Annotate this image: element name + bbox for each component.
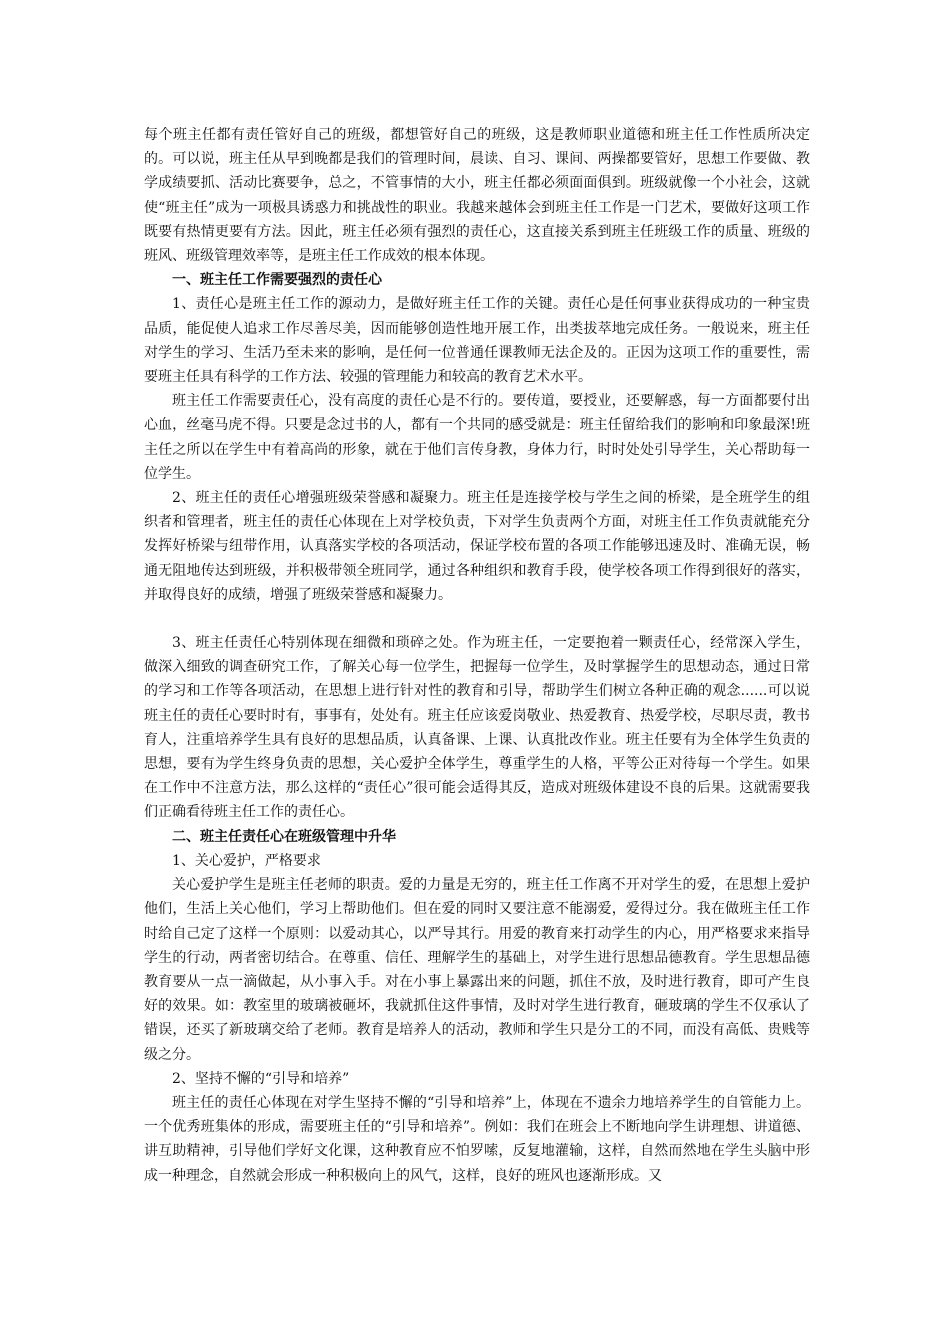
section-heading-1: 一、班主任工作需要强烈的责任心 bbox=[172, 272, 382, 289]
intro-paragraph: 每个班主任都有责任管好自己的班级，都想管好自己的班级，这是教师职业道德和班主任工作性质所决定的。可以说，班主任从早到晚都是我们的管理时间，晨读、自习、课间、两操都要管好，思想工作要做、教学成绩要抓、活动比赛要争，总之，不管事情的大小，班主任都必须面面俱到。班级就像一个小社会，这就使“班主任”成为一项极具诱惑力和挑战性的职业。我越来越体会到班主任工作是一门艺术，要做好这项工作既要有热情更要有方法。因此，班主任必须有强烈的责任心，这直接关系到班主任班级工作的质量、班级的班风、班级管理效率等，是班主任工作成效的根本体现。 bbox=[144, 127, 810, 265]
section-heading-2: 二、班主任责任心在班级管理中升华 bbox=[172, 828, 396, 845]
paragraph: 班主任的责任心体现在对学生坚持不懈的“引导和培养”上，体现在不遗余力地培养学生的自管能力上。一个优秀班集体的形成，需要班主任的“引导和培养”。例如：我们在班会上不断地向学生讲理想、讲道德、讲互助精神，引导他们学好文化课，这种教育应不怕罗嗦，反复地灌输，这样，自然而然地在学生头脑中形成一种理念，自然就会形成一种积极向上的风气，这样，良好的班风也逐渐形成。又 bbox=[144, 1094, 810, 1184]
paragraph: 3、班主任责任心特别体现在细微和琐碎之处。作为班主任，一定要抱着一颗责任心，经常深入学生，做深入细致的调查研究工作，了解关心每一位学生，把握每一位学生，及时掌握学生的思想动态，通过日常的学习和工作等各项活动，在思想上进行针对性的教育和引导，帮助学生们树立各种正确的观念......可以说班主任的责任心要时时有，事事有，处处有。班主任应该爱岗敬业、热爱教育、热爱学校，尽职尽责，教书育人，注重培养学生具有良好的思想品质，认真备课、上课、认真批改作业。班主任要有为全体学生负责的思想，要有为学生终身负责的思想，关心爱护全体学生，尊重学生的人格，平等公正对待每一个学生。如果在工作中不注意方法，那么这样的“责任心”很可能会适得其反，造成对班级体建设不良的后果。这就需要我们正确看待班主任工作的责任心。 bbox=[144, 635, 810, 821]
subheading: 2、坚持不懈的“引导和培养” bbox=[172, 1070, 350, 1087]
paragraph: 2、班主任的责任心增强班级荣誉感和凝聚力。班主任是连接学校与学生之间的桥梁，是全班学生的组织者和管理者，班主任的责任心体现在上对学校负责，下对学生负责两个方面，对班主任工作负责就能充分发挥好桥梁与纽带作用，认真落实学校的各项活动，保证学校布置的各项工作能够迅速及时、准确无误，畅通无阻地传达到班级，并积极带领全班同学，通过各种组织和教育手段，使学校各项工作得到很好的落实，并取得良好的成绩，增强了班级荣誉感和凝聚力。 bbox=[144, 490, 810, 603]
paragraph: 班主任工作需要责任心，没有高度的责任心是不行的。要传道，要授业，还要解惑，每一方面都要付出心血，丝毫马虎不得。只要是念过书的人，都有一个共同的感受就是：班主任留给我们的影响和印象最深!班主任之所以在学生中有着高尚的形象，就在于他们言传身教，身体力行，时时处处引导学生，关心帮助每一位学生。 bbox=[144, 393, 810, 482]
subheading: 1、关心爱护，严格要求 bbox=[172, 852, 321, 869]
document-body bbox=[144, 123, 810, 1188]
paragraph: 1、责任心是班主任工作的源动力，是做好班主任工作的关键。责任心是任何事业获得成功的一种宝贵品质，能促使人追求工作尽善尽美，因而能够创造性地开展工作，出类拔萃地完成任务。一般说来，班主任对学生的学习、生活乃至未来的影响，是任何一位普通任课教师无法企及的。正因为这项工作的重要性，需要班主任具有科学的工作方法、较强的管理能力和较高的教育艺术水平。 bbox=[144, 296, 810, 386]
paragraph: 关心爱护学生是班主任老师的职责。爱的力量是无穷的，班主任工作离不开对学生的爱，在思想上爱护他们，生活上关心他们，学习上帮助他们。但在爱的同时又要注意不能溺爱，爱得过分。我在做班主任工作时给自己定了这样一个原则：以爱动其心，以严导其行。用爱的教育来打动学生的内心，用严格要求来指导学生的行动，两者密切结合。在尊重、信任、理解学生的基础上，对学生进行思想品德教育。学生思想品德教育要从一点一滴做起，从小事入手。对在小事上暴露出来的问题，抓住不放，及时进行教育，即可产生良好的效果。如：教室里的玻璃被砸坏，我就抓住这件事情，及时对学生进行教育，砸玻璃的学生不仅承认了错误，还买了新玻璃交给了老师。教育是培养人的活动，教师和学生只是分工的不同，而没有高低、贵贱等级之分。 bbox=[144, 877, 810, 1063]
blank-line bbox=[144, 607, 810, 631]
